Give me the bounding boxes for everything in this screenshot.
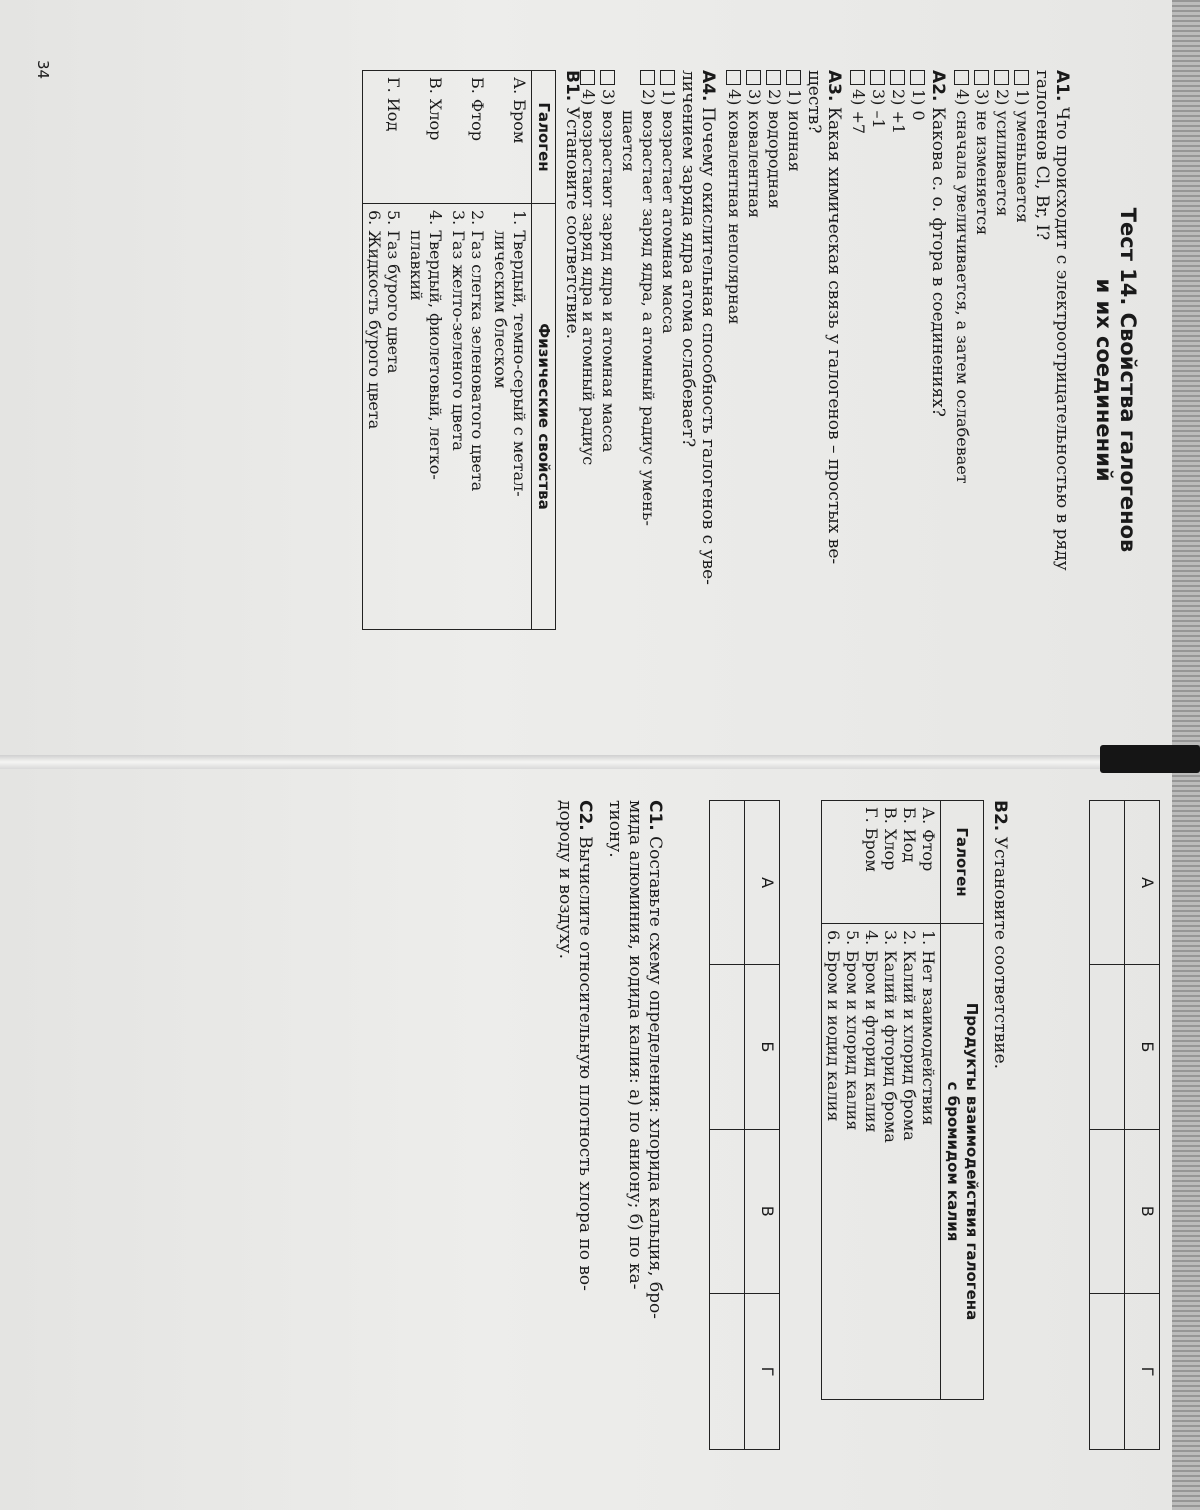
b1-cell bbox=[447, 71, 489, 204]
b2-table bbox=[821, 800, 984, 1400]
a4-text-cont: личением заряда ядра атома ослабевает? bbox=[678, 70, 698, 448]
b1-header-halogen: Галоген bbox=[532, 71, 556, 204]
b1-table bbox=[362, 70, 556, 630]
a2-option-4[interactable] bbox=[848, 70, 868, 417]
b2-item: А. Фтор bbox=[919, 807, 938, 872]
title-line-1: Тест 14. Свойства галогенов bbox=[1116, 207, 1140, 553]
option-label: шается bbox=[619, 110, 638, 172]
c1-text: Составьте схему определения: хлорида кальция, бро- bbox=[645, 836, 665, 1319]
b2-answer-header: В bbox=[745, 1129, 780, 1293]
a3-text-cont: ществ? bbox=[804, 70, 824, 134]
checkbox[interactable] bbox=[851, 70, 866, 85]
checkbox[interactable] bbox=[975, 70, 990, 85]
checkbox[interactable] bbox=[767, 70, 782, 85]
a4-label: А4. bbox=[698, 70, 718, 102]
a2-text: Какова с. о. фтора в соединениях? bbox=[928, 106, 948, 417]
b2-cell-products bbox=[822, 924, 941, 1400]
a2-label: А2. bbox=[928, 70, 948, 102]
b2-answer-header: Г bbox=[745, 1293, 780, 1449]
question-b1 bbox=[362, 70, 582, 630]
a1-option-2[interactable] bbox=[992, 70, 1012, 571]
option-label: 3) не изменяется bbox=[973, 89, 992, 236]
b2-item: В. Хлор bbox=[881, 807, 900, 871]
b2-answer-table bbox=[709, 800, 780, 1450]
c2-label: С2. bbox=[575, 800, 595, 831]
b1-answer-table bbox=[1089, 800, 1160, 1450]
b2-answer-header: Б bbox=[745, 965, 780, 1129]
a3-option-2[interactable] bbox=[764, 70, 784, 564]
option-label: 4) возрастают заряд ядра и атомный радиус bbox=[579, 89, 598, 466]
option-label: 2) возрастает заряд ядра, а атомный радиус умень- bbox=[639, 89, 658, 526]
b2-cell-halogens bbox=[822, 801, 941, 924]
b1-prop: личеcким блеском bbox=[491, 230, 510, 389]
b2-header-line: с бромидом калия bbox=[944, 1081, 962, 1242]
checkbox[interactable] bbox=[601, 70, 616, 85]
b1-item: Б. Фтор bbox=[468, 77, 487, 141]
checkbox[interactable] bbox=[581, 70, 596, 85]
checkbox[interactable] bbox=[911, 70, 926, 85]
option-label: 2) водородная bbox=[765, 89, 784, 209]
b2-product: 5. Бром и хлорид калия bbox=[843, 930, 862, 1131]
b1-cell bbox=[405, 204, 447, 630]
b2-label: В2. bbox=[990, 800, 1010, 832]
a3-option-4[interactable] bbox=[724, 70, 744, 564]
c1-label: С1. bbox=[645, 800, 665, 831]
b2-header-halogen: Галоген bbox=[941, 801, 984, 924]
a1-text-cont: галогенов Cl, Br, I? bbox=[1032, 70, 1052, 241]
b1-answer-cell[interactable] bbox=[1090, 965, 1125, 1129]
a2-option-1[interactable] bbox=[908, 70, 928, 417]
b1-header-properties: Физические свойства bbox=[532, 204, 556, 630]
question-a3 bbox=[724, 70, 844, 564]
b1-prop: 1. Твердый, темно-серый с метал- bbox=[510, 210, 529, 497]
a4-text: Почему окислительная способность галогенов с уве- bbox=[698, 106, 718, 585]
c2-text: Вычислите относительную плотность хлора по во- bbox=[575, 836, 595, 1291]
b1-prop: 6. Жидкость бурого цвета bbox=[365, 210, 384, 430]
option-label: 2) +1 bbox=[889, 89, 908, 135]
a1-option-3[interactable] bbox=[972, 70, 992, 571]
option-label: 2) усиливается bbox=[993, 89, 1012, 217]
b1-answer-header: Б bbox=[1125, 965, 1160, 1129]
c1-text-cont: мида алюминия, иодида калия: а) по аниону; б) по ка- bbox=[625, 800, 645, 1290]
b1-answer-header: А bbox=[1125, 801, 1160, 965]
b1-cell bbox=[363, 71, 406, 204]
checkbox[interactable] bbox=[1015, 70, 1030, 85]
a4-option-3[interactable] bbox=[598, 70, 618, 585]
b2-header-line: Продукты взаимодействия галогена bbox=[963, 1002, 981, 1321]
b2-answer-cell[interactable] bbox=[710, 1293, 745, 1449]
b2-header-products bbox=[941, 924, 984, 1400]
checkbox[interactable] bbox=[661, 70, 676, 85]
checkbox[interactable] bbox=[727, 70, 742, 85]
c1-text-cont: тиону. bbox=[605, 800, 625, 858]
page-title bbox=[1092, 60, 1140, 700]
b1-answer-cell[interactable] bbox=[1090, 801, 1125, 965]
b2-item: Г. Бром bbox=[862, 807, 881, 872]
b1-answer-header: Г bbox=[1125, 1293, 1160, 1449]
b2-item: Б. Иод bbox=[900, 807, 919, 863]
b2-product: 6. Бром и иодид калия bbox=[824, 930, 843, 1122]
option-label: 3) –1 bbox=[869, 89, 888, 129]
option-label: 3) ковалентная bbox=[745, 89, 764, 219]
checkbox[interactable] bbox=[891, 70, 906, 85]
b1-cell bbox=[363, 204, 406, 630]
a3-option-3[interactable] bbox=[744, 70, 764, 564]
a1-label: А1. bbox=[1052, 70, 1072, 102]
c2-text-cont: дороду и воздуху. bbox=[555, 800, 575, 959]
b2-answer-header: А bbox=[745, 801, 780, 965]
a3-option-1[interactable] bbox=[784, 70, 804, 564]
option-label: 1) возрастает атомная масса bbox=[659, 89, 678, 334]
option-label: 1) 0 bbox=[909, 89, 928, 121]
b1-cell bbox=[405, 71, 447, 204]
b1-prop: 2. Газ слегка зеленоватого цвета bbox=[468, 210, 487, 492]
checkbox[interactable] bbox=[641, 70, 656, 85]
b1-answer-cell[interactable] bbox=[1090, 1129, 1125, 1293]
b1-prop: плавкий bbox=[407, 230, 426, 301]
b1-cell bbox=[489, 71, 532, 204]
option-label: 4) ковалентная неполярная bbox=[725, 89, 744, 325]
b1-text: Установите соответствие. bbox=[562, 106, 582, 340]
b2-answer-cell[interactable] bbox=[710, 1129, 745, 1293]
question-b2 bbox=[821, 800, 1010, 1400]
question-c1 bbox=[605, 800, 665, 1450]
b2-text: Установите соответствие. bbox=[990, 836, 1010, 1070]
checkbox[interactable] bbox=[787, 70, 802, 85]
question-a1 bbox=[952, 70, 1072, 571]
b1-cell bbox=[489, 204, 532, 630]
a4-option-2[interactable] bbox=[638, 70, 658, 585]
b2-answer-cell[interactable] bbox=[710, 801, 745, 965]
checkbox[interactable] bbox=[955, 70, 970, 85]
question-a4 bbox=[578, 70, 718, 585]
checkbox[interactable] bbox=[747, 70, 762, 85]
b2-product: 2. Калий и хлорид брома bbox=[900, 930, 919, 1141]
a1-option-1[interactable] bbox=[1012, 70, 1032, 571]
b1-item: Г. Иод bbox=[384, 77, 403, 132]
b1-answer-header: В bbox=[1125, 1129, 1160, 1293]
title-line-2: и их соединений bbox=[1092, 278, 1116, 482]
b1-label: В1. bbox=[562, 70, 582, 102]
option-label: 1) уменьшается bbox=[1013, 89, 1032, 223]
a4-option-2-cont bbox=[618, 70, 638, 585]
option-label: 3) возрастают заряд ядра и атомная масса bbox=[599, 89, 618, 453]
b1-item: А. Бром bbox=[510, 77, 529, 144]
option-label: 4) +7 bbox=[849, 89, 868, 135]
option-label: 4) сначала увеличивается, а затем ослабевает bbox=[953, 89, 972, 484]
a2-option-3[interactable] bbox=[868, 70, 888, 417]
b1-prop: 3. Газ желто-зеленого цвета bbox=[449, 210, 468, 451]
a3-text: Какая химическая связь у галогенов – простых ве- bbox=[824, 106, 844, 565]
page-number: 34 bbox=[34, 60, 52, 80]
option-label: 1) ионная bbox=[785, 89, 804, 172]
b1-prop: 4. Твердый, фиолетовый, легко- bbox=[426, 210, 445, 480]
b1-answer-cell[interactable] bbox=[1090, 1293, 1125, 1449]
a1-option-4[interactable] bbox=[952, 70, 972, 571]
question-a2 bbox=[848, 70, 948, 417]
a2-option-2[interactable] bbox=[888, 70, 908, 417]
checkbox[interactable] bbox=[871, 70, 886, 85]
b2-product: 1. Нет взаимодействия bbox=[919, 930, 938, 1126]
b2-answer-cell[interactable] bbox=[710, 965, 745, 1129]
question-c2 bbox=[555, 800, 595, 1450]
b2-product: 4. Бром и фторид калия bbox=[862, 930, 881, 1133]
a3-label: А3. bbox=[824, 70, 844, 102]
checkbox[interactable] bbox=[995, 70, 1010, 85]
b1-cell bbox=[447, 204, 489, 630]
b1-item: В. Хлор bbox=[426, 77, 445, 141]
b1-prop: 5. Газ бурого цвета bbox=[384, 210, 403, 374]
a1-text: Что происходит с электроотрицательностью в ряду bbox=[1052, 106, 1072, 571]
a4-option-1[interactable] bbox=[658, 70, 678, 585]
b2-product: 3. Калий и фторид брома bbox=[881, 930, 900, 1143]
